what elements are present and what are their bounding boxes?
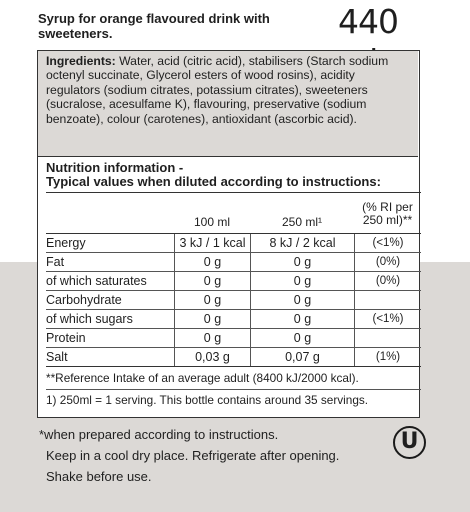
- value-ri: [354, 291, 421, 309]
- value-250ml: 0,07 g: [250, 348, 354, 366]
- ri-header-line2: 250 ml)**: [362, 213, 413, 227]
- column-header-100ml: 100 ml: [193, 215, 231, 229]
- table-row: [46, 272, 421, 290]
- column-header-250ml: 250 ml¹: [281, 215, 322, 229]
- value-ri: (<1%): [354, 234, 421, 252]
- nutrient-name: of which saturates: [46, 274, 147, 288]
- nutrition-title-line1: Nutrition information -: [46, 160, 184, 175]
- value-ri: (<1%): [354, 310, 421, 328]
- column-header-ri: [354, 201, 421, 227]
- value-250ml: 8 kJ / 2 kcal: [250, 234, 354, 252]
- value-ri: (0%): [354, 253, 421, 271]
- label-panel: [37, 50, 420, 418]
- value-250ml: 0 g: [250, 291, 354, 309]
- ingredients-label: Ingredients:: [46, 54, 116, 68]
- value-100ml: 0 g: [174, 329, 250, 347]
- kosher-u-icon: U: [393, 426, 426, 459]
- product-description: Syrup for orange flavoured drink with sweeteners.: [38, 11, 270, 41]
- storage-instructions: Keep in a cool dry place. Refrigerate after opening.: [46, 448, 340, 463]
- value-ri: (1%): [354, 348, 421, 366]
- table-row: [46, 310, 421, 328]
- value-100ml: 0,03 g: [174, 348, 250, 366]
- table-row: [46, 234, 421, 252]
- nutrient-name: Protein: [46, 331, 86, 345]
- nutrient-name: of which sugars: [46, 312, 133, 326]
- reference-intake-note: **Reference Intake of an average adult (8400 kJ/2000 kcal).: [46, 371, 359, 385]
- value-100ml: 0 g: [174, 291, 250, 309]
- value-100ml: 0 g: [174, 272, 250, 290]
- value-ri: (0%): [354, 272, 421, 290]
- value-100ml: 0 g: [174, 310, 250, 328]
- nutrition-title: [46, 161, 416, 189]
- table-row: [46, 253, 421, 271]
- value-250ml: 0 g: [250, 272, 354, 290]
- shake-instructions: Shake before use.: [46, 469, 152, 484]
- value-100ml: 3 kJ / 1 kcal: [174, 234, 250, 252]
- value-250ml: 0 g: [250, 329, 354, 347]
- table-row: [46, 291, 421, 309]
- nutrition-title-line2: Typical values when diluted according to instructions:: [46, 174, 381, 189]
- value-ri: [354, 329, 421, 347]
- nutrient-name: Fat: [46, 255, 65, 269]
- divider: [46, 366, 421, 367]
- nutrient-name: Salt: [46, 350, 68, 364]
- value-250ml: 0 g: [250, 310, 354, 328]
- serving-note: 1) 250ml = 1 serving. This bottle contains around 35 servings.: [46, 393, 369, 407]
- value-100ml: 0 g: [174, 253, 250, 271]
- ri-header-line1: (% RI per: [362, 200, 413, 214]
- value-250ml: 0 g: [250, 253, 354, 271]
- prepared-note: *when prepared according to instructions.: [39, 427, 279, 442]
- divider: [46, 389, 421, 390]
- nutrient-name: Energy: [46, 236, 86, 250]
- divider: [46, 192, 421, 193]
- volume-label: 440: [338, 2, 398, 41]
- table-row: [46, 329, 421, 347]
- nutrient-name: Carbohydrate: [46, 293, 122, 307]
- table-row: [46, 348, 421, 366]
- ingredients-text: Water, acid (citric acid), stabilisers (Starch sodium octenyl succinate, Glycerol esters of wood rosins), acidity regulators (sodium citrates, potassium citrates), sweeteners (sucralose, acesulfame K), flavouring, preservative (sodium benzoate), colour (carotenes), antioxidant (ascorbic acid).: [46, 54, 389, 126]
- ingredients-section: [38, 51, 418, 157]
